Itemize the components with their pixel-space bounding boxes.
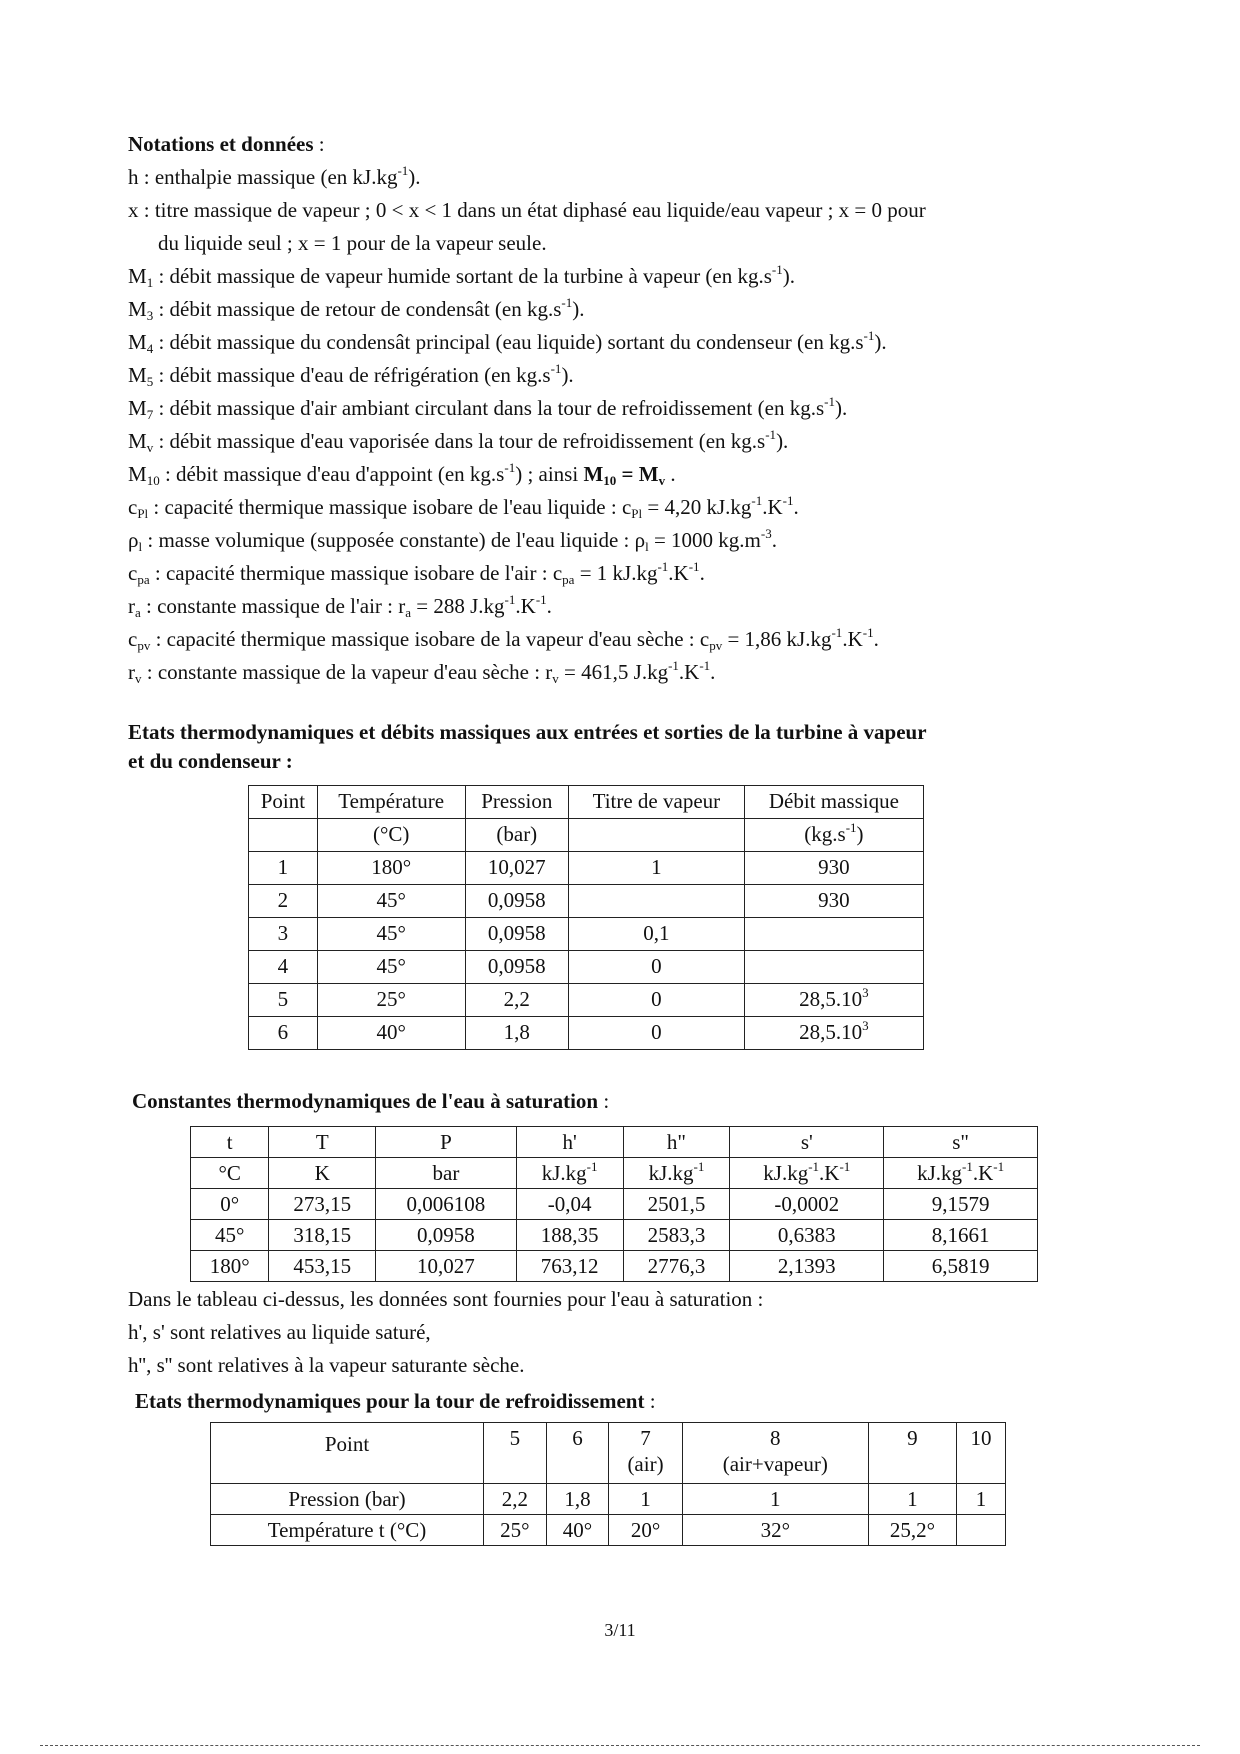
- pressure-row: [211, 1484, 1006, 1515]
- header-cell: Débit massique: [744, 786, 923, 819]
- table-row: [249, 951, 924, 984]
- table-cell: 10,027: [465, 852, 568, 885]
- table-cell: 763,12: [516, 1251, 623, 1282]
- notation-m3: $M_3$ : débit massique de retour de condensât (en $kg.s^{-1}$).: [128, 295, 585, 323]
- footer-divider: [40, 1745, 1200, 1746]
- table-cell: 1: [609, 1484, 683, 1515]
- table-cell: 45°: [317, 951, 465, 984]
- table-cell: [568, 885, 744, 918]
- table-cell: 28,5.10$^3$: [744, 984, 923, 1017]
- table-cell: 0,6383: [730, 1220, 884, 1251]
- table-cell: 0,006108: [376, 1189, 516, 1220]
- table-cell: 20°: [609, 1515, 683, 1546]
- table-cell: 1: [682, 1484, 868, 1515]
- unit-cell: $kJ.kg^{-1}$: [516, 1158, 623, 1189]
- table-row: [249, 1017, 924, 1050]
- notation-m4: $M_4$ : débit massique du condensât principal (eau liquide) sortant du condenseur (en $kg.s^{-1}$).: [128, 328, 887, 356]
- table-row: [249, 852, 924, 885]
- notation-m1: $M_1$ : débit massique de vapeur humide sortant de la turbine à vapeur (en $kg.s^{-1}$).: [128, 262, 796, 290]
- point-cell: 8 (air+vapeur): [682, 1423, 868, 1484]
- unit-cell: °C: [191, 1158, 269, 1189]
- page-number: 3/11: [604, 1620, 636, 1640]
- notation-m5: $M_5$ : débit massique d'eau de réfrigération (en $kg.s^{-1}$).: [128, 361, 574, 389]
- table-row: [191, 1189, 1038, 1220]
- header-cell: P: [376, 1127, 516, 1158]
- table-cell: 8,1661: [884, 1220, 1038, 1251]
- table-cell: 0,0958: [376, 1220, 516, 1251]
- notations-heading: Notations et données :: [128, 132, 325, 156]
- table-cell: 6,5819: [884, 1251, 1038, 1282]
- table-cell: -0,04: [516, 1189, 623, 1220]
- table-cell: [744, 918, 923, 951]
- saturation-constants-table: [190, 1126, 1038, 1282]
- header-cell: Pression: [465, 786, 568, 819]
- table-cell: 318,15: [269, 1220, 376, 1251]
- notations-section: [128, 128, 1128, 689]
- table-cell: 45°: [317, 918, 465, 951]
- table-cell: 2776,3: [623, 1251, 730, 1282]
- table-cell: 25°: [317, 984, 465, 1017]
- header-cell: T: [269, 1127, 376, 1158]
- header-cell: s': [730, 1127, 884, 1158]
- unit-cell: [249, 819, 318, 852]
- table-units-row: [249, 819, 924, 852]
- table-cell: 0°: [191, 1189, 269, 1220]
- table-cell: 1: [568, 852, 744, 885]
- table-cell: 40°: [546, 1515, 609, 1546]
- table-cell: 25°: [484, 1515, 547, 1546]
- note-line: h'', s'' sont relatives à la vapeur saturante sèche.: [128, 1353, 525, 1377]
- table-body: [249, 852, 924, 1050]
- table-row: [249, 885, 924, 918]
- table-cell: 273,15: [269, 1189, 376, 1220]
- notation-cpv: $c_{pv}$ : capacité thermique massique isobare de la vapeur d'eau sèche : $c_{pv} = 1,86$ $kJ.kg^{-1}.K^{-1}$.: [128, 625, 879, 653]
- point-label-cell: Point: [211, 1423, 484, 1484]
- table-header-row: [191, 1127, 1038, 1158]
- table-cell: 45°: [191, 1220, 269, 1251]
- table-cell: 0,0958: [465, 885, 568, 918]
- table-cell: 28,5.10$^3$: [744, 1017, 923, 1050]
- table-cell: 10,027: [376, 1251, 516, 1282]
- table-cell: 180°: [191, 1251, 269, 1282]
- table-cell: 180°: [317, 852, 465, 885]
- table-cell: [957, 1515, 1006, 1546]
- table-row: [191, 1251, 1038, 1282]
- header-cell: s": [884, 1127, 1038, 1158]
- notation-ra: $r_a$ : constante massique de l'air : $r_a = 288$ $J.kg^{-1}.K^{-1}$.: [128, 592, 552, 620]
- table-cell: 1,8: [465, 1017, 568, 1050]
- table-cell: 9,1579: [884, 1189, 1038, 1220]
- point-cell: 7 (air): [609, 1423, 683, 1484]
- saturation-notes: [128, 1283, 1128, 1382]
- table-cell: 25,2°: [868, 1515, 956, 1546]
- notation-m10: $M_{10}$ : débit massique d'eau d'appoint (en $kg.s^{-1}$) ; ainsi $M_{10} = M_v$ .: [128, 460, 676, 488]
- notation-m7: $M_7$ : débit massique d'air ambiant circulant dans la tour de refroidissement (en $kg.s^{-1}$).: [128, 394, 848, 422]
- unit-cell: $(kg.s^{-1})$: [744, 819, 923, 852]
- cooling-tower-table: [210, 1422, 1006, 1546]
- turbine-states-table: [248, 785, 924, 1050]
- table-cell: 40°: [317, 1017, 465, 1050]
- notation-mv: $M_v$ : débit massique d'eau vaporisée dans la tour de refroidissement (en $kg.s^{-1}$).: [128, 427, 789, 455]
- table-cell: 2583,3: [623, 1220, 730, 1251]
- tower-heading: Etats thermodynamiques pour la tour de refroidissement :: [135, 1389, 656, 1413]
- table-cell: 5: [249, 984, 318, 1017]
- table-cell: 0: [568, 984, 744, 1017]
- table-header-row: [211, 1423, 1006, 1484]
- table-cell: 1,8: [546, 1484, 609, 1515]
- table-cell: 32°: [682, 1515, 868, 1546]
- table-cell: 1: [868, 1484, 956, 1515]
- table-cell: 6: [249, 1017, 318, 1050]
- notation-h: h : enthalpie massique (en $kJ.kg^{-1}$).: [128, 163, 421, 189]
- table-row: [191, 1220, 1038, 1251]
- constants-heading: Constantes thermodynamiques de l'eau à saturation :: [132, 1089, 610, 1113]
- table-body: [191, 1189, 1038, 1282]
- header-cell: Titre de vapeur: [568, 786, 744, 819]
- table-cell: 0: [568, 951, 744, 984]
- point-cell: 5: [484, 1423, 547, 1484]
- table-cell: 1: [249, 852, 318, 885]
- table-cell: 3: [249, 918, 318, 951]
- table-cell: 2,1393: [730, 1251, 884, 1282]
- notation-rhol: $\rho_l$ : masse volumique (supposée constante) de l'eau liquide : $\rho_l = 1000$ $kg.m^{-3}$.: [128, 526, 777, 554]
- unit-cell: bar: [376, 1158, 516, 1189]
- note-line: h', s' sont relatives au liquide saturé,: [128, 1320, 431, 1344]
- table-cell: 0: [568, 1017, 744, 1050]
- notation-x: x : titre massique de vapeur ; 0 < x < 1 dans un état diphasé eau liquide/eau vapeur ; x = 0 pour: [128, 198, 926, 222]
- table-cell: 0,0958: [465, 918, 568, 951]
- table-cell: 45°: [317, 885, 465, 918]
- row-label-cell: Température t (°C): [211, 1515, 484, 1546]
- unit-cell: (bar): [465, 819, 568, 852]
- table-cell: 188,35: [516, 1220, 623, 1251]
- table-cell: 1: [957, 1484, 1006, 1515]
- notation-x-cont: du liquide seul ; x = 1 pour de la vapeur seule.: [158, 231, 547, 255]
- table-cell: 0,1: [568, 918, 744, 951]
- unit-cell: $kJ.kg^{-1}$: [623, 1158, 730, 1189]
- table-units-row: [191, 1158, 1038, 1189]
- notation-cpa: $c_{pa}$ : capacité thermique massique isobare de l'air : $c_{pa} = 1$ $kJ.kg^{-1}.K^{-1}$.: [128, 559, 705, 587]
- point-cell: 10: [957, 1423, 1006, 1484]
- table-cell: 2,2: [484, 1484, 547, 1515]
- notation-rv: $r_v$ : constante massique de la vapeur d'eau sèche : $r_v = 461,5$ $J.kg^{-1}.K^{-1}$.: [128, 658, 716, 686]
- header-cell: Température: [317, 786, 465, 819]
- unit-cell: $kJ.kg^{-1}.K^{-1}$: [730, 1158, 884, 1189]
- table-cell: -0,0002: [730, 1189, 884, 1220]
- note-line: Dans le tableau ci-dessus, les données sont fournies pour l'eau à saturation :: [128, 1287, 764, 1311]
- unit-cell: [568, 819, 744, 852]
- table-row: [249, 984, 924, 1017]
- table-cell: 930: [744, 885, 923, 918]
- table-header-row: [249, 786, 924, 819]
- table-cell: 0,0958: [465, 951, 568, 984]
- table-cell: [744, 951, 923, 984]
- notation-cpl: $c_{Pl}$ : capacité thermique massique isobare de l'eau liquide : $c_{Pl} = 4,20$ $kJ.kg^{-1}.K^{-1}$.: [128, 493, 799, 521]
- point-cell: 6: [546, 1423, 609, 1484]
- table-cell: 2501,5: [623, 1189, 730, 1220]
- unit-cell: (°C): [317, 819, 465, 852]
- unit-cell: $kJ.kg^{-1}.K^{-1}$: [884, 1158, 1038, 1189]
- point-cell: 9: [868, 1423, 956, 1484]
- table-row: [249, 918, 924, 951]
- header-cell: Point: [249, 786, 318, 819]
- table-cell: 2: [249, 885, 318, 918]
- row-label-cell: Pression (bar): [211, 1484, 484, 1515]
- header-cell: t: [191, 1127, 269, 1158]
- states-heading: Etats thermodynamiques et débits massiques aux entrées et sorties de la turbine à vapeur et du condenseur :: [128, 720, 927, 773]
- temperature-row: [211, 1515, 1006, 1546]
- header-cell: h': [516, 1127, 623, 1158]
- header-cell: h": [623, 1127, 730, 1158]
- unit-cell: K: [269, 1158, 376, 1189]
- table-cell: 453,15: [269, 1251, 376, 1282]
- table-cell: 4: [249, 951, 318, 984]
- table-cell: 2,2: [465, 984, 568, 1017]
- table-cell: 930: [744, 852, 923, 885]
